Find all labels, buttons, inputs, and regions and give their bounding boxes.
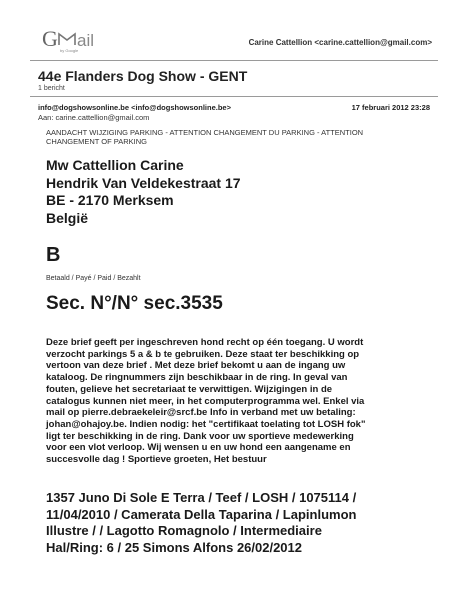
address-line: Hendrik Van Veldekestraat 17 <box>46 174 241 191</box>
dog-entry <box>46 490 356 556</box>
body-line: vertoon van deze brief . Met deze brief bekomt u aan de ingang uw <box>46 360 346 372</box>
entry-line: 11/04/2010 / Camerata Della Taparina / Lapinlumon <box>46 506 357 522</box>
body-line: succesvolle dag ! Sportieve groeten, Het bestuur <box>46 454 267 466</box>
account-email: Carine Cattellion <carine.cattellion@gmail.com> <box>248 38 432 47</box>
address-line: BE - 2170 Merksem <box>46 192 174 208</box>
body-line: Deze brief geeft per ingeschreven hond recht op één toegang. U wordt <box>46 337 364 348</box>
section-number: Sec. N°/N° sec.3535 <box>46 293 223 314</box>
thread-divider <box>30 96 438 97</box>
svg-text:G: G <box>42 26 58 51</box>
letter-body <box>46 337 426 466</box>
address-line: België <box>46 209 89 226</box>
body-line: kataloog. De ringnummers zijn beschikbaar in de ring. In geval van <box>46 372 348 384</box>
body-line: ligt ter beschikking in de ring. Dank voor uw sportieve medewerking <box>46 430 354 442</box>
gmail-logo <box>42 26 132 56</box>
svg-text:ail: ail <box>77 31 95 50</box>
body-line: verzocht parkings 5 a & b te gebruiken. Deze staat ter beschikking op <box>46 348 360 360</box>
entry-line: 1357 Juno Di Sole E Terra / Teef / LOSH / 1075114 / <box>46 490 357 505</box>
body-line: johan@ohajoy.be. Indien nodig: het "certifikaat toelating tot LOSH fok" <box>46 418 366 430</box>
class-letter: B <box>46 244 61 266</box>
body-line: catalogus kunnen niet meer, in het computerprogramma wel. Enkel via <box>46 395 365 407</box>
recipient-address <box>46 157 241 227</box>
logo-sub: by Google <box>60 48 79 53</box>
message-count: 1 bericht <box>38 85 65 92</box>
sender: info@dogshowsonline.be <info@dogshowsonline.be> <box>38 103 231 112</box>
entry-line: Illustre / / Lagotto Romagnolo / Intermediaire <box>46 523 322 538</box>
address-line: Mw Cattellion Carine <box>46 157 184 173</box>
header-divider <box>30 60 438 61</box>
body-line: fouten, gelieve het secretariaat te verwittigen. Wijzigingen in de <box>46 383 333 395</box>
entry-line: Hal/Ring: 6 / 25 Simons Alfons 26/02/2012 <box>46 539 303 555</box>
body-line: mail op pierre.debraekeleir@srcf.be Info in verband met uw betaling: <box>46 407 356 419</box>
thread-subject: 44e Flanders Dog Show - GENT <box>38 68 248 84</box>
recipient: Aan: carine.cattellion@gmail.com <box>38 113 150 122</box>
message-date: 17 februari 2012 23:28 <box>351 103 430 112</box>
paid-status: Betaald / Payé / Paid / Bezahlt <box>46 275 141 282</box>
parking-notice: AANDACHT WIJZIGING PARKING - ATTENTION CHANGEMENT DU PARKING - ATTENTION CHANGEMENT OF PARKING <box>46 128 364 146</box>
body-line: voor een vlot verloop. Wij wensen u en uw hond een aangename en <box>46 442 351 454</box>
